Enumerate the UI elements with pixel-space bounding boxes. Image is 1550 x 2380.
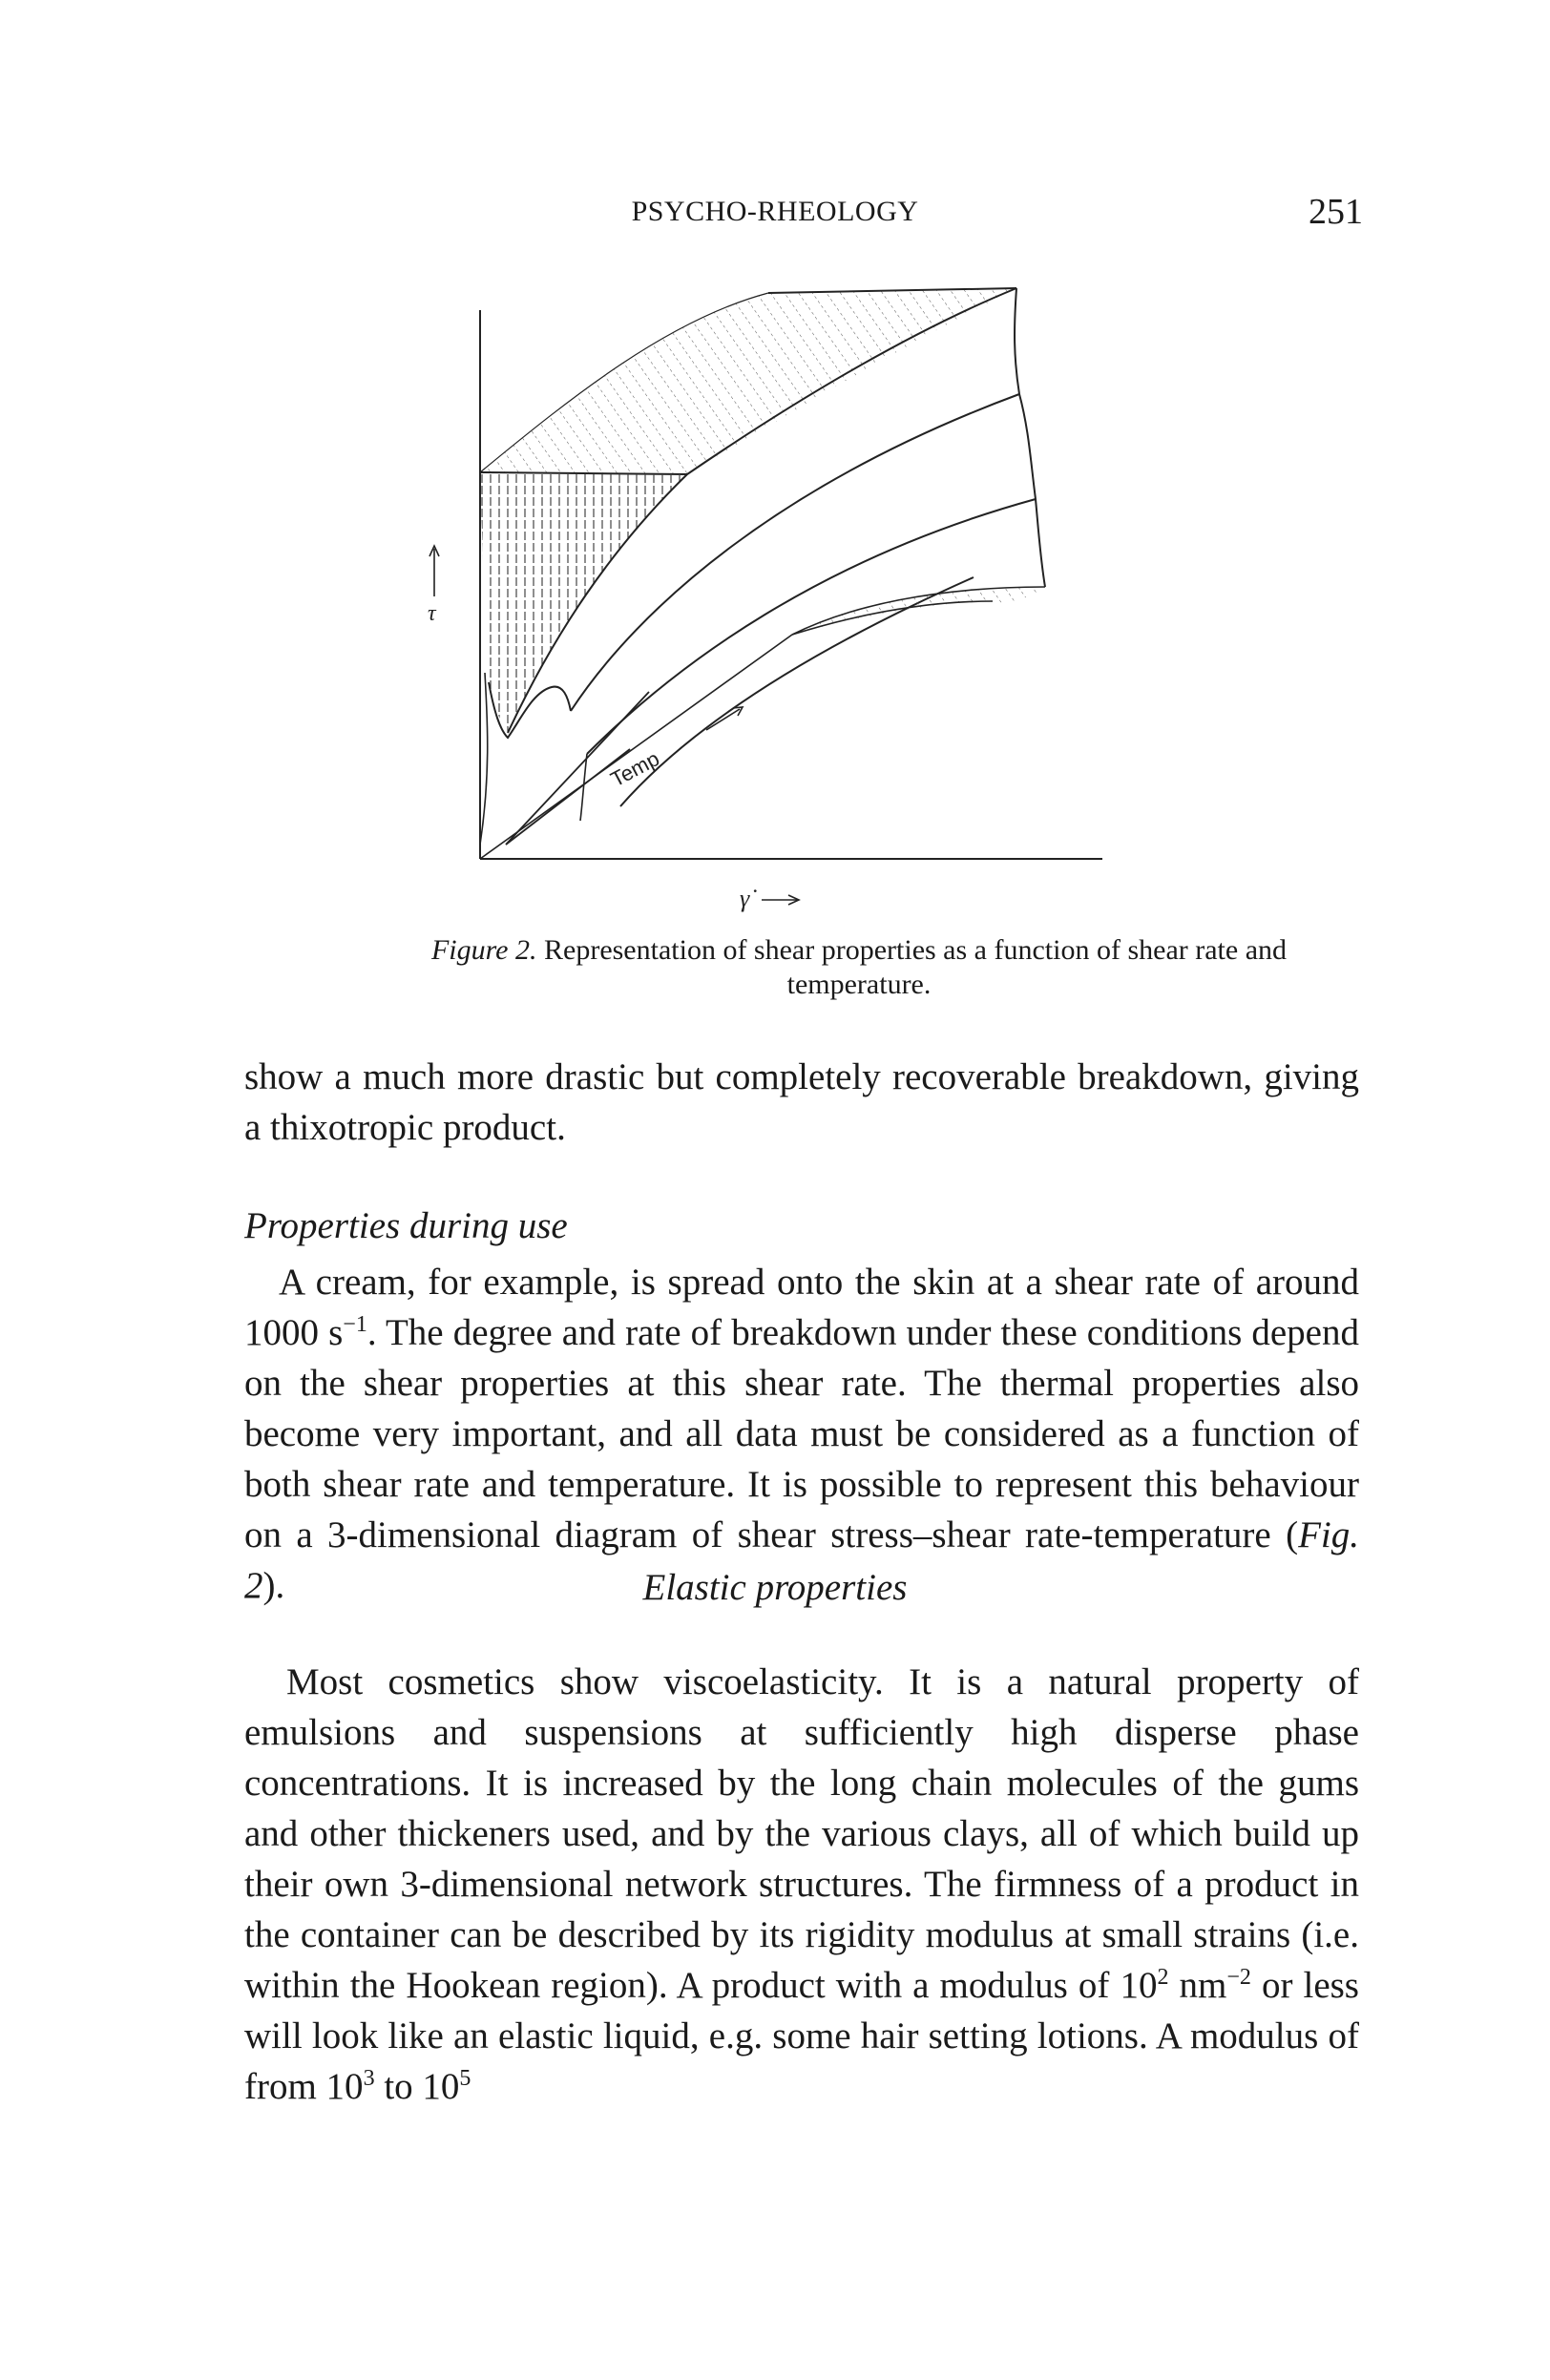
heading-properties-during-use: Properties during use xyxy=(244,1205,568,1246)
figure-caption xyxy=(420,933,1298,1002)
heading-elastic-properties: Elastic properties xyxy=(642,1567,908,1608)
paragraph-properties: A cream, for example, is spread onto the skin at a shear rate of around 1000 $s^{-1}$. The degree and rate of breakdown under these conditions depend on the shear properties at this shear rate. The thermal properties also become very important, and all data must be considered as a function of both shear rate and temperature. It is possible to represent this behaviour on a 3-dimensional diagram of shear stress–shear rate-temperature (Fig. 2). xyxy=(244,1262,1359,1606)
top-face xyxy=(480,288,1016,474)
lower-wedge xyxy=(792,587,1045,635)
paragraph-continued: show a much more drastic but completely recoverable breakdown, giving a thixotropic product. xyxy=(244,1056,1359,1148)
x-axis-label: γ̇ xyxy=(740,885,750,912)
paragraph-elastic: Most cosmetics show viscoelasticity. It is a natural property of emulsions and suspensions at sufficiently high disperse phase concentrations. It is increased by the long chain molecules of the gums and other thickeners used, and by the various clays, all of which build up their own 3-dimensional network structures. The firmness of a product in the container can be described by its rigidity modulus at small strains (i.e. within the Hookean region). A product with a modulus of $10^2$ $nm^{-2}$ or less will look like an elastic liquid, e.g. some hair setting lotions. A modulus of from $10^3$ to $10^5$ xyxy=(244,1661,1359,2107)
caption-text: Representation of shear properties as a function of shear rate and temperature. xyxy=(544,934,1288,1000)
figure-2 xyxy=(420,272,1145,930)
figure-reference: Fig. 2 xyxy=(244,1514,1359,1606)
shear-surface-diagram xyxy=(420,272,1145,930)
running-title: PSYCHO-RHEOLOGY xyxy=(631,196,919,227)
surface-curve-4 xyxy=(620,577,974,806)
page-number: 251 xyxy=(1309,192,1363,232)
y-axis-label: τ xyxy=(428,601,436,626)
temp-label: Temp xyxy=(606,746,663,792)
caption-label: Figure 2. xyxy=(430,934,537,966)
temp-arrow xyxy=(706,709,740,730)
